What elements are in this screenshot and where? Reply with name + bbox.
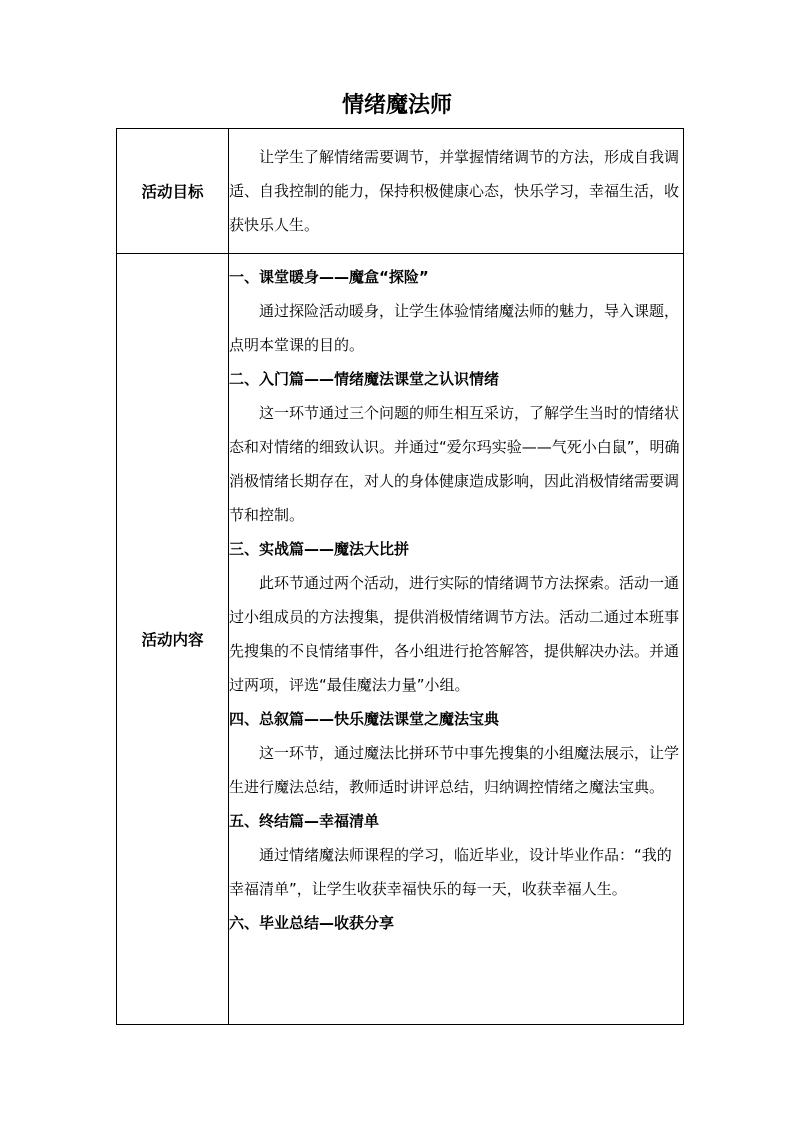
section-heading: 二、入门篇——情绪魔法课堂之认识情绪 [229, 370, 500, 388]
goal-cell [229, 129, 684, 254]
section-text: 通过探险活动暖身，让学生体验情绪魔法师的魅力，导入课题，点明本堂课的目的。 [229, 302, 680, 354]
section-heading: 四、总叙篇——快乐魔法课堂之魔法宝典 [229, 710, 500, 728]
content-cell [229, 254, 684, 1025]
section-heading: 一、课堂暖身——魔盒“探险” [229, 268, 429, 286]
goal-text: 让学生了解情绪需要调节，并掌握情绪调节的方法，形成自我调适、自我控制的能力，保持积极健康心态，快乐学习，幸福生活，收获快乐人生。 [229, 148, 680, 234]
section-text: 通过情绪魔法师课程的学习，临近毕业，设计毕业作品：“我的幸福清单”，让学生收获幸福快乐的每一天，收获幸福人生。 [229, 846, 672, 898]
activity-table [116, 128, 684, 1025]
goal-label: 活动目标 [117, 129, 229, 254]
section-heading: 六、毕业总结—收获分享 [229, 914, 395, 932]
section-text: 此环节通过两个活动，进行实际的情绪调节方法探索。活动一通过小组成员的方法搜集，提供消极情绪调节方法。活动二通过本班事先搜集的不良情绪事件，各小组进行抢答解答，提供解决办法。并通过两项，评选“最佳魔法力量”小组。 [229, 574, 680, 694]
document-title: 情绪魔法师 [341, 93, 452, 118]
goal-row [117, 129, 684, 254]
section-heading: 三、实战篇——魔法大比拼 [229, 540, 410, 558]
section-heading: 五、终结篇—幸福清单 [229, 812, 380, 830]
section-text: 这一环节，通过魔法比拼环节中事先搜集的小组魔法展示，让学生进行魔法总结，教师适时讲评总结，归纳调控情绪之魔法宝典。 [229, 744, 680, 796]
content-label: 活动内容 [117, 254, 229, 1025]
content-row [117, 254, 684, 1025]
section-text: 这一环节通过三个问题的师生相互采访，了解学生当时的情绪状态和对情绪的细致认识。并通过“爱尔玛实验——气死小白鼠”，明确消极情绪长期存在，对人的身体健康造成影响，因此消极情绪需要调节和控制。 [229, 404, 680, 524]
